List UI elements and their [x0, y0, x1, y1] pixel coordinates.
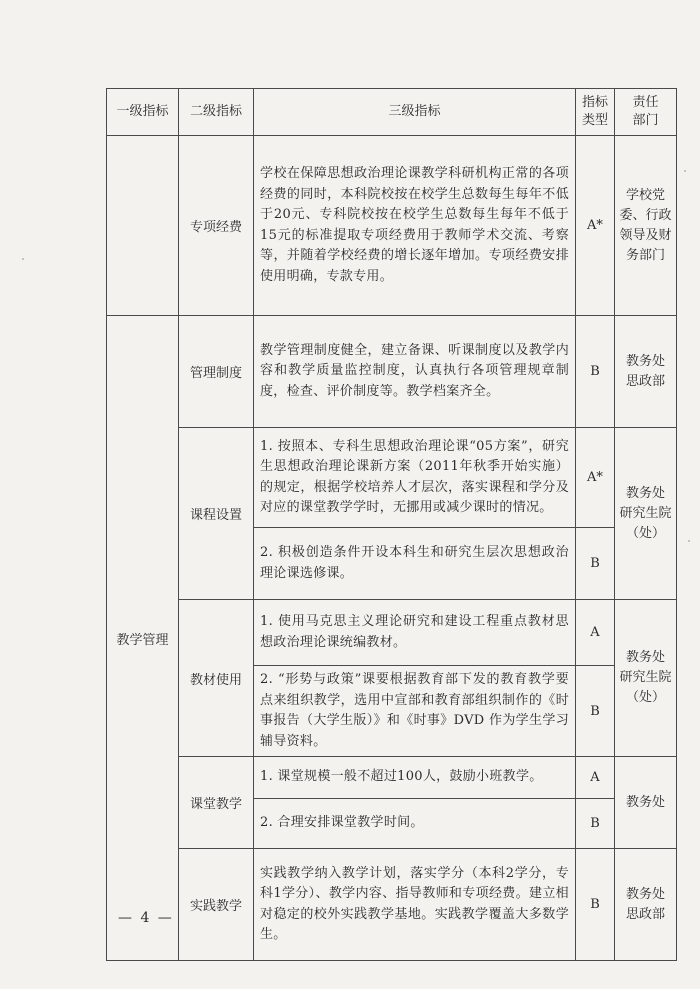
dept-cell: 学校党委、行政领导及财务部门 — [615, 136, 677, 316]
table-row — [107, 136, 677, 316]
header-level2: 二级指标 — [179, 89, 254, 136]
level3-cell: 学校在保障思想政治理论课教学科研机构正常的各项经费的同时，本科院校按在校学生总数每生每年不低于20元、专科院校按在校学生总数每生每年不低于15元的标准提取专项经费用于教师学术交流、考察等，并随着学校经费的增长逐年增加。专项经费安排使用明确，专款专用。 — [254, 136, 576, 316]
table-row — [107, 600, 677, 666]
table-row — [107, 428, 677, 528]
level3-cell: 1. 按照本、专科生思想政治理论课“05方案”，研究生思想政治理论课新方案（2011年秋季开始实施）的规定，根据学校培养人才层次，落实课程和学分及对应的课堂教学学时，无挪用或减少课时的情况。 — [254, 428, 576, 528]
dept-cell: 教务处 研究生院 （处） — [615, 428, 677, 600]
header-level1: 一级指标 — [107, 89, 179, 136]
header-dept: 责任 部门 — [615, 89, 677, 136]
type-cell: B — [576, 799, 615, 849]
type-cell: A* — [576, 428, 615, 528]
scan-speck — [22, 258, 24, 260]
table-row — [107, 316, 677, 428]
table-row — [107, 757, 677, 799]
level2-cell: 课堂教学 — [179, 757, 254, 849]
level2-cell: 管理制度 — [179, 316, 254, 428]
dept-cell: 教务处 思政部 — [615, 849, 677, 961]
dept-cell: 教务处 思政部 — [615, 316, 677, 428]
level2-cell: 实践教学 — [179, 849, 254, 961]
header-type: 指标 类型 — [576, 89, 615, 136]
level3-cell: 2. 积极创造条件开设本科生和研究生层次思想政治理论课选修课。 — [254, 528, 576, 600]
level3-cell: 2. “形势与政策”课要根据教育部下发的教育教学要点来组织教学，选用中宣部和教育部组织制作的《时事报告（大学生版）》和《时事》DVD 作为学生学习辅导资料。 — [254, 666, 576, 757]
level3-cell: 1. 使用马克思主义理论研究和建设工程重点教材思想政治理论课统编教材。 — [254, 600, 576, 666]
indicator-table — [106, 88, 677, 961]
header-level3: 三级指标 — [254, 89, 576, 136]
level2-cell: 专项经费 — [179, 136, 254, 316]
type-cell: A — [576, 757, 615, 799]
type-cell: B — [576, 849, 615, 961]
scan-speck — [688, 540, 690, 542]
level3-cell: 2. 合理安排课堂教学时间。 — [254, 799, 576, 849]
level1-cell-empty — [107, 136, 179, 316]
type-cell: B — [576, 528, 615, 600]
level3-cell: 教学管理制度健全，建立备课、听课制度以及教学内容和教学质量监控制度，认真执行各项管理规章制度，检查、评价制度等。教学档案齐全。 — [254, 316, 576, 428]
level3-cell: 实践教学纳入教学计划，落实学分（本科2学分，专科1学分）、教学内容、指导教师和专项经费。建立相对稳定的校外实践教学基地。实践教学覆盖大多数学生。 — [254, 849, 576, 961]
type-cell: B — [576, 316, 615, 428]
dept-cell: 教务处 研究生院 （处） — [615, 600, 677, 757]
level2-cell: 课程设置 — [179, 428, 254, 600]
level1-cell: 教学管理 — [107, 316, 179, 961]
type-cell: B — [576, 666, 615, 757]
level3-cell: 1. 课堂规模一般不超过100人，鼓励小班教学。 — [254, 757, 576, 799]
table-row — [107, 849, 677, 961]
type-cell: A* — [576, 136, 615, 316]
scan-speck — [684, 170, 686, 172]
type-cell: A — [576, 600, 615, 666]
table-header-row — [107, 89, 677, 136]
level2-cell: 教材使用 — [179, 600, 254, 757]
dept-cell: 教务处 — [615, 757, 677, 849]
page-number: — 4 — — [118, 910, 174, 926]
